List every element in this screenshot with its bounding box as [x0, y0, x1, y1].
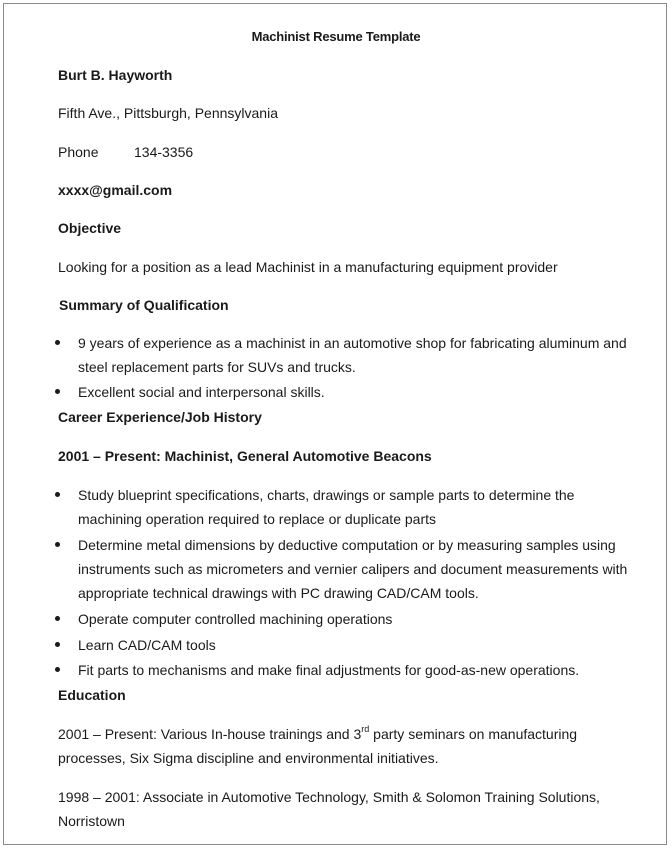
education-entry-2-line-2: Norristown	[58, 813, 125, 829]
bullet-marker	[55, 642, 60, 647]
education-entry-1-superscript: rd	[361, 724, 370, 735]
summary-item-1-line-2: steel replacement parts for SUVs and trucks.	[78, 359, 356, 375]
career-heading: Career Experience/Job History	[58, 409, 262, 425]
education-entry-1-text-a: 2001 – Present: Various In-house trainings and 3	[58, 726, 362, 742]
education-heading: Education	[58, 687, 126, 703]
bullet-marker	[55, 492, 60, 497]
summary-heading: Summary of Qualification	[59, 297, 229, 313]
education-entry-1-line-2: processes, Six Sigma discipline and environmental initiatives.	[58, 750, 439, 766]
candidate-name: Burt B. Hayworth	[58, 67, 173, 83]
bullet-marker	[55, 389, 60, 394]
summary-item-2: Excellent social and interpersonal skills.	[78, 384, 325, 400]
career-item-2-line-2: instruments such as micrometers and vernier calipers and document measurements with	[78, 561, 628, 577]
resume-page	[3, 3, 667, 845]
bullet-marker	[55, 667, 60, 672]
career-item-1-line-2: machining operation required to replace or duplicate parts	[78, 511, 436, 527]
career-item-5: Fit parts to mechanisms and make final adjustments for good-as-new operations.	[78, 662, 580, 678]
bullet-marker	[55, 616, 60, 621]
career-item-4: Learn CAD/CAM tools	[78, 637, 216, 653]
job-title: 2001 – Present: Machinist, General Automotive Beacons	[58, 448, 432, 464]
objective-text: Looking for a position as a lead Machinist in a manufacturing equipment provider	[58, 259, 558, 275]
candidate-email: xxxx@gmail.com	[58, 182, 173, 198]
bullet-marker	[55, 542, 60, 547]
candidate-address: Fifth Ave., Pittsburgh, Pennsylvania	[58, 105, 278, 121]
phone-label: Phone	[58, 144, 99, 160]
summary-item-1-line-1: 9 years of experience as a machinist in an automotive shop for fabricating aluminum and	[78, 335, 627, 351]
document-title: Machinist Resume Template	[251, 29, 421, 44]
objective-heading: Objective	[58, 220, 122, 236]
career-item-2-line-1: Determine metal dimensions by deductive computation or by measuring samples using	[78, 537, 616, 553]
phone-value: 134-3356	[134, 144, 194, 160]
education-entry-2-line-1: 1998 – 2001: Associate in Automotive Technology, Smith & Solomon Training Solutions,	[58, 789, 600, 805]
bullet-marker	[55, 340, 60, 345]
education-entry-1-line-1	[58, 725, 577, 743]
career-item-2-line-3: appropriate technical drawings with PC drawing CAD/CAM tools.	[78, 585, 479, 601]
career-item-1-line-1: Study blueprint specifications, charts, drawings or sample parts to determine the	[78, 487, 575, 503]
career-item-3: Operate computer controlled machining operations	[78, 611, 393, 627]
education-entry-1-text-b: party seminars on manufacturing	[369, 726, 578, 742]
